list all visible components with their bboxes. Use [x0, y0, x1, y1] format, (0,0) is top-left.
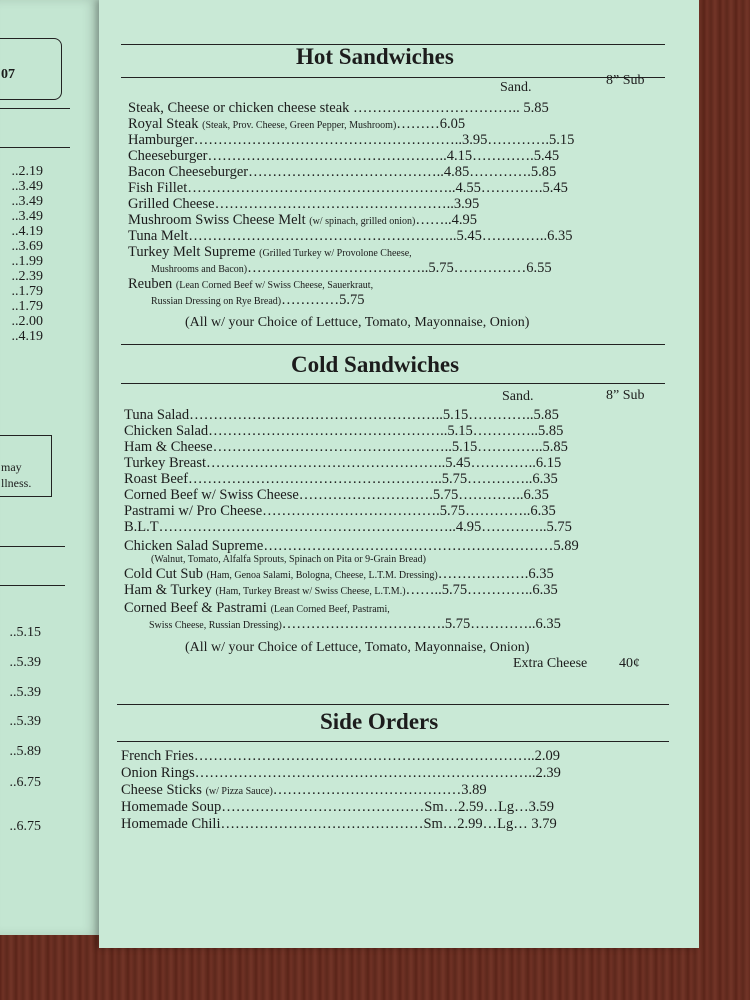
cold-title-rule [121, 383, 665, 384]
item-price: …………………………………3.89 [272, 782, 487, 798]
hot-col-sand: Sand. [500, 80, 532, 95]
item-note: (Steak, Prov. Cheese, Green Pepper, Mushroom) [202, 120, 397, 131]
left-notice-box [0, 435, 52, 497]
menu-row: Chicken Salad…………………………………………..5.15…………..5.85 [124, 423, 564, 439]
item-note: Swiss Cheese, Russian Dressing) [149, 620, 282, 631]
menu-row: French Fries……………………………………………………………..2.09 [121, 748, 561, 764]
menu-row: Corned Beef w/ Swiss Cheese……………………….5.75…………..6.35 [124, 487, 549, 503]
menu-row: Ham & Cheese…………………………………………..5.15…………..5.85 [124, 439, 568, 455]
item-note: (Ham, Turkey Breast w/ Swiss Cheese, L.T.M.) [215, 586, 406, 597]
menu-row: Onion Rings……………………………………………………………..2.39 [121, 765, 561, 781]
left-price: ..1.79 [11, 284, 43, 299]
left-rule [0, 147, 70, 148]
left-menu-panel [0, 0, 99, 935]
menu-row: Bacon Cheeseburger…………………………………..4.85………….5.85 [128, 164, 557, 180]
menu-row: Cheeseburger…………………………………………..4.15………….5.45 [128, 148, 560, 164]
cold-footer-note: (All w/ your Choice of Lettuce, Tomato, Mayonnaise, Onion) [185, 640, 530, 655]
item-note: (w/ Pizza Sauce) [205, 786, 273, 797]
menu-row: Roast Beef……………………………………………..5.75…………..6.35 [124, 471, 558, 487]
item-name: Reuben [128, 276, 173, 292]
left-price: ..1.79 [11, 299, 43, 314]
left-notice-line: may [1, 460, 22, 474]
sides-top-rule [117, 704, 669, 705]
hot-title-rule [121, 77, 665, 78]
item-name: Cheese Sticks [121, 782, 202, 798]
menu-row [124, 582, 558, 600]
hot-col-sub: 8” Sub [606, 73, 645, 88]
left-price: ..5.15 [9, 625, 41, 640]
sides-section-title: Side Orders [320, 709, 439, 734]
left-price: ..3.49 [11, 209, 43, 224]
item-price: …………5.75 [281, 292, 365, 308]
left-price: ..5.89 [9, 744, 41, 759]
left-price: ..1.99 [11, 254, 43, 269]
item-note: Mushrooms and Bacon) [151, 264, 248, 275]
item-note: (w/ spinach, grilled onion) [309, 216, 416, 227]
left-price: ..3.49 [11, 194, 43, 209]
menu-row: Hamburger………………………………………………..3.95………….5.15 [128, 132, 575, 148]
item-name: Cold Cut Sub [124, 566, 203, 582]
left-price: ..2.39 [11, 269, 43, 284]
hot-footer-note: (All w/ your Choice of Lettuce, Tomato, Mayonnaise, Onion) [185, 315, 530, 330]
menu-row: Homemade Chili……………………………………Sm…2.99…Lg… 3.79 [121, 816, 557, 832]
left-price: ..5.39 [9, 655, 41, 670]
item-price: ……………….6.35 [437, 566, 554, 582]
left-price: ..6.75 [9, 819, 41, 834]
menu-row: Pastrami w/ Pro Cheese……………………………….5.75…………..6.35 [124, 503, 556, 519]
left-top-box [0, 38, 62, 100]
cold-col-sand: Sand. [502, 389, 534, 404]
left-rule [0, 108, 70, 109]
menu-row: Chicken Salad Supreme……………………………………………………5.89 [124, 538, 579, 554]
left-price: ..3.69 [11, 239, 43, 254]
sides-title-rule [117, 741, 669, 742]
menu-row: Homemade Soup……………………………………Sm…2.59…Lg…3.59 [121, 799, 554, 815]
item-price: ………6.05 [396, 116, 466, 132]
left-rule [0, 585, 65, 586]
hot-section-title: Hot Sandwiches [296, 44, 454, 69]
left-rule [0, 546, 65, 547]
menu-row: Grilled Cheese…………………………………………..3.95 [128, 196, 480, 212]
menu-row: B.L.T……………………………………………………..4.95…………..5.75 [124, 519, 572, 535]
left-price: ..6.75 [9, 775, 41, 790]
menu-row: Tuna Salad……………………………………………..5.15…………..5.85 [124, 407, 559, 423]
item-note: (Ham, Genoa Salami, Bologna, Cheese, L.T.M. Dressing) [206, 570, 438, 581]
menu-row-cont [151, 292, 365, 310]
menu-page [99, 0, 699, 948]
item-price: ………………………………..5.75……………6.55 [247, 260, 552, 276]
item-note: (Lean Corned Beef, Pastrami, [270, 604, 390, 615]
left-price: ..5.39 [9, 714, 41, 729]
item-note: (Lean Corned Beef w/ Swiss Cheese, Sauerkraut, [175, 280, 374, 291]
item-price: ……..4.95 [415, 212, 477, 228]
item-note: (Grilled Turkey w/ Provolone Cheese, [259, 248, 412, 259]
left-price: ..4.19 [11, 224, 43, 239]
menu-row: Tuna Melt………………………………………………..5.45…………..6.35 [128, 228, 573, 244]
menu-row-cont [149, 616, 561, 634]
extra-cheese-price: 40¢ [619, 656, 640, 671]
cold-section-title: Cold Sandwiches [291, 352, 460, 377]
menu-row: Steak, Cheese or chicken cheese steak …………………………….. 5.85 [128, 100, 549, 116]
menu-row: Turkey Breast…………………………………………..5.45…………..6.15 [124, 455, 562, 471]
item-note: Russian Dressing on Rye Bread) [151, 296, 282, 307]
left-price: ..4.19 [11, 329, 43, 344]
item-price: ……..5.75…………..6.35 [405, 582, 558, 598]
item-name: Mushroom Swiss Cheese Melt [128, 212, 306, 228]
item-name: Corned Beef & Pastrami [124, 600, 267, 616]
menu-row: Fish Fillet………………………………………………..4.55………….5.45 [128, 180, 568, 196]
item-name: Turkey Melt Supreme [128, 244, 256, 260]
cold-top-rule [121, 344, 665, 345]
item-name: Ham & Turkey [124, 582, 212, 598]
left-price: ..5.39 [9, 685, 41, 700]
left-notice-line: llness. [1, 476, 32, 490]
left-price: ..2.19 [11, 164, 43, 179]
item-name: Royal Steak [128, 116, 199, 132]
left-price: ..3.49 [11, 179, 43, 194]
extra-cheese-label: Extra Cheese [513, 656, 588, 671]
left-price: ..2.00 [11, 314, 43, 329]
item-price: …………………………….5.75…………..6.35 [281, 616, 561, 632]
item-note: (Walnut, Tomato, Alfalfa Sprouts, Spinach on Pita or 9-Grain Bread) [151, 554, 426, 565]
cold-col-sub: 8” Sub [606, 388, 645, 403]
left-top-box-text: 07 [1, 67, 15, 82]
menu-row [121, 782, 487, 800]
